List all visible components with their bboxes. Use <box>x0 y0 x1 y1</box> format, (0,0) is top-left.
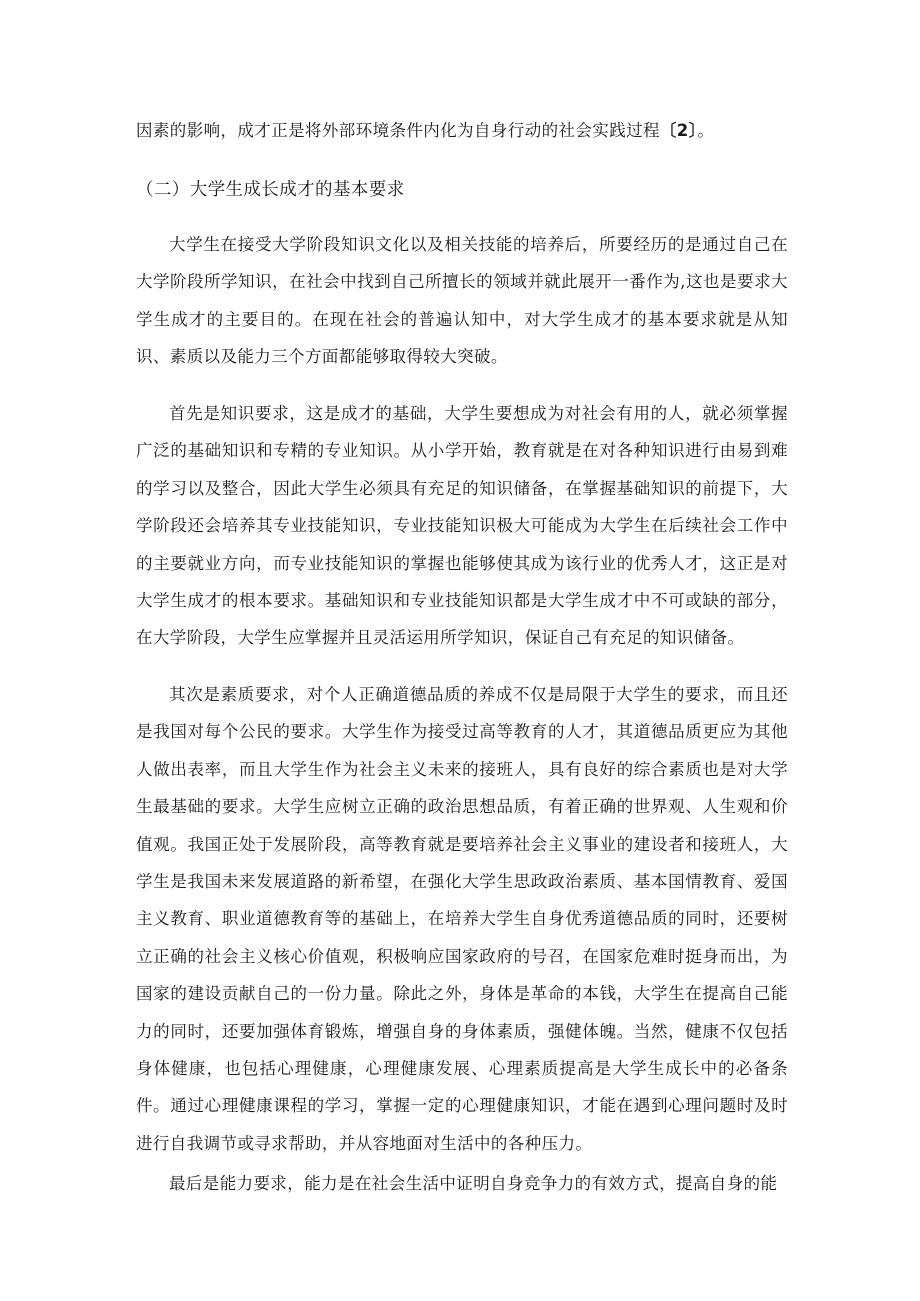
paragraph-quality-requirement: 其次是素质要求，对个人正确道德品质的养成不仅是局限于大学生的要求，而且还是我国对每个公民的要求。大学生作为接受过高等教育的人才，其道德品质更应为其他人做出表率，而且大学生作为社会主义未来的接班人，具有良好的综合素质也是对大学生最基础的要求。大学生应树立正确的政治思想品质，有着正确的世界观、人生观和价值观。我国正处于发展阶段，高等教育就是要培养社会主义事业的建设者和接班人，大学生是我国未来发展道路的新希望，在强化大学生思政政治素质、基本国情教育、爱国主义教育、职业道德教育等的基础上，在培养大学生自身优秀道德品质的同时，还要树立正确的社会主义核心价值观，积极响应国家政府的号召，在国家危难时挺身而出，为国家的建设贡献自己的一份力量。除此之外，身体是革命的本钱，大学生在提高自己能力的同时，还要加强体育锻炼，增强自身的身体素质，强健体魄。当然，健康不仅包括身体健康，也包括心理健康，心理健康发展、心理素质提高是大学生成长中的必备条件。通过心理健康课程的学习，掌握一定的心理健康知识，才能在遇到心理问题时及时进行自我调节或寻求帮助，并从容地面对生活中的各种压力。 <box>136 685 788 1153</box>
citation-marker: 〔2〕 <box>659 121 698 140</box>
paragraph-knowledge-requirement: 首先是知识要求，这是成才的基础，大学生要想成为对社会有用的人，就必须掌握广泛的基础知识和专精的专业知识。从小学开始，教育就是在对各种知识进行由易到难的学习以及整合，因此大学生必须具有充足的知识储备，在掌握基础知识的前提下，大学阶段还会培养其专业技能知识，专业技能知识极大可能成为大学生在后续社会工作中的主要就业方向，而专业技能知识的掌握也能够使其成为该行业的优秀人才，这正是对大学生成才的根本要求。基础知识和专业技能知识都是大学生成才中不可或缺的部分，在大学阶段，大学生应掌握并且灵活运用所学知识，保证自己有充足的知识储备。 <box>136 404 788 648</box>
continuation-paragraph <box>136 112 788 149</box>
section-heading: （二）大学生成长成才的基本要求 <box>136 180 405 200</box>
paragraph-overview: 大学生在接受大学阶段知识文化以及相关技能的培养后，所要经历的是通过自己在大学阶段所学知识，在社会中找到自己所擅长的领域并就此展开一番作为,这也是要求大学生成才的主要目的。在现在社会的普遍认知中，对大学生成才的基本要求就是从知识、素质以及能力三个方面都能够取得较大突破。 <box>136 235 788 367</box>
continuation-end: 。 <box>697 121 715 140</box>
paragraph-ability-requirement: 最后是能力要求，能力是在社会生活中证明自身竞争力的有效方式，提高自身的能 <box>169 1174 778 1193</box>
continuation-text: 因素的影响，成才正是将外部环境条件内化为自身行动的社会实践过程 <box>136 121 660 140</box>
